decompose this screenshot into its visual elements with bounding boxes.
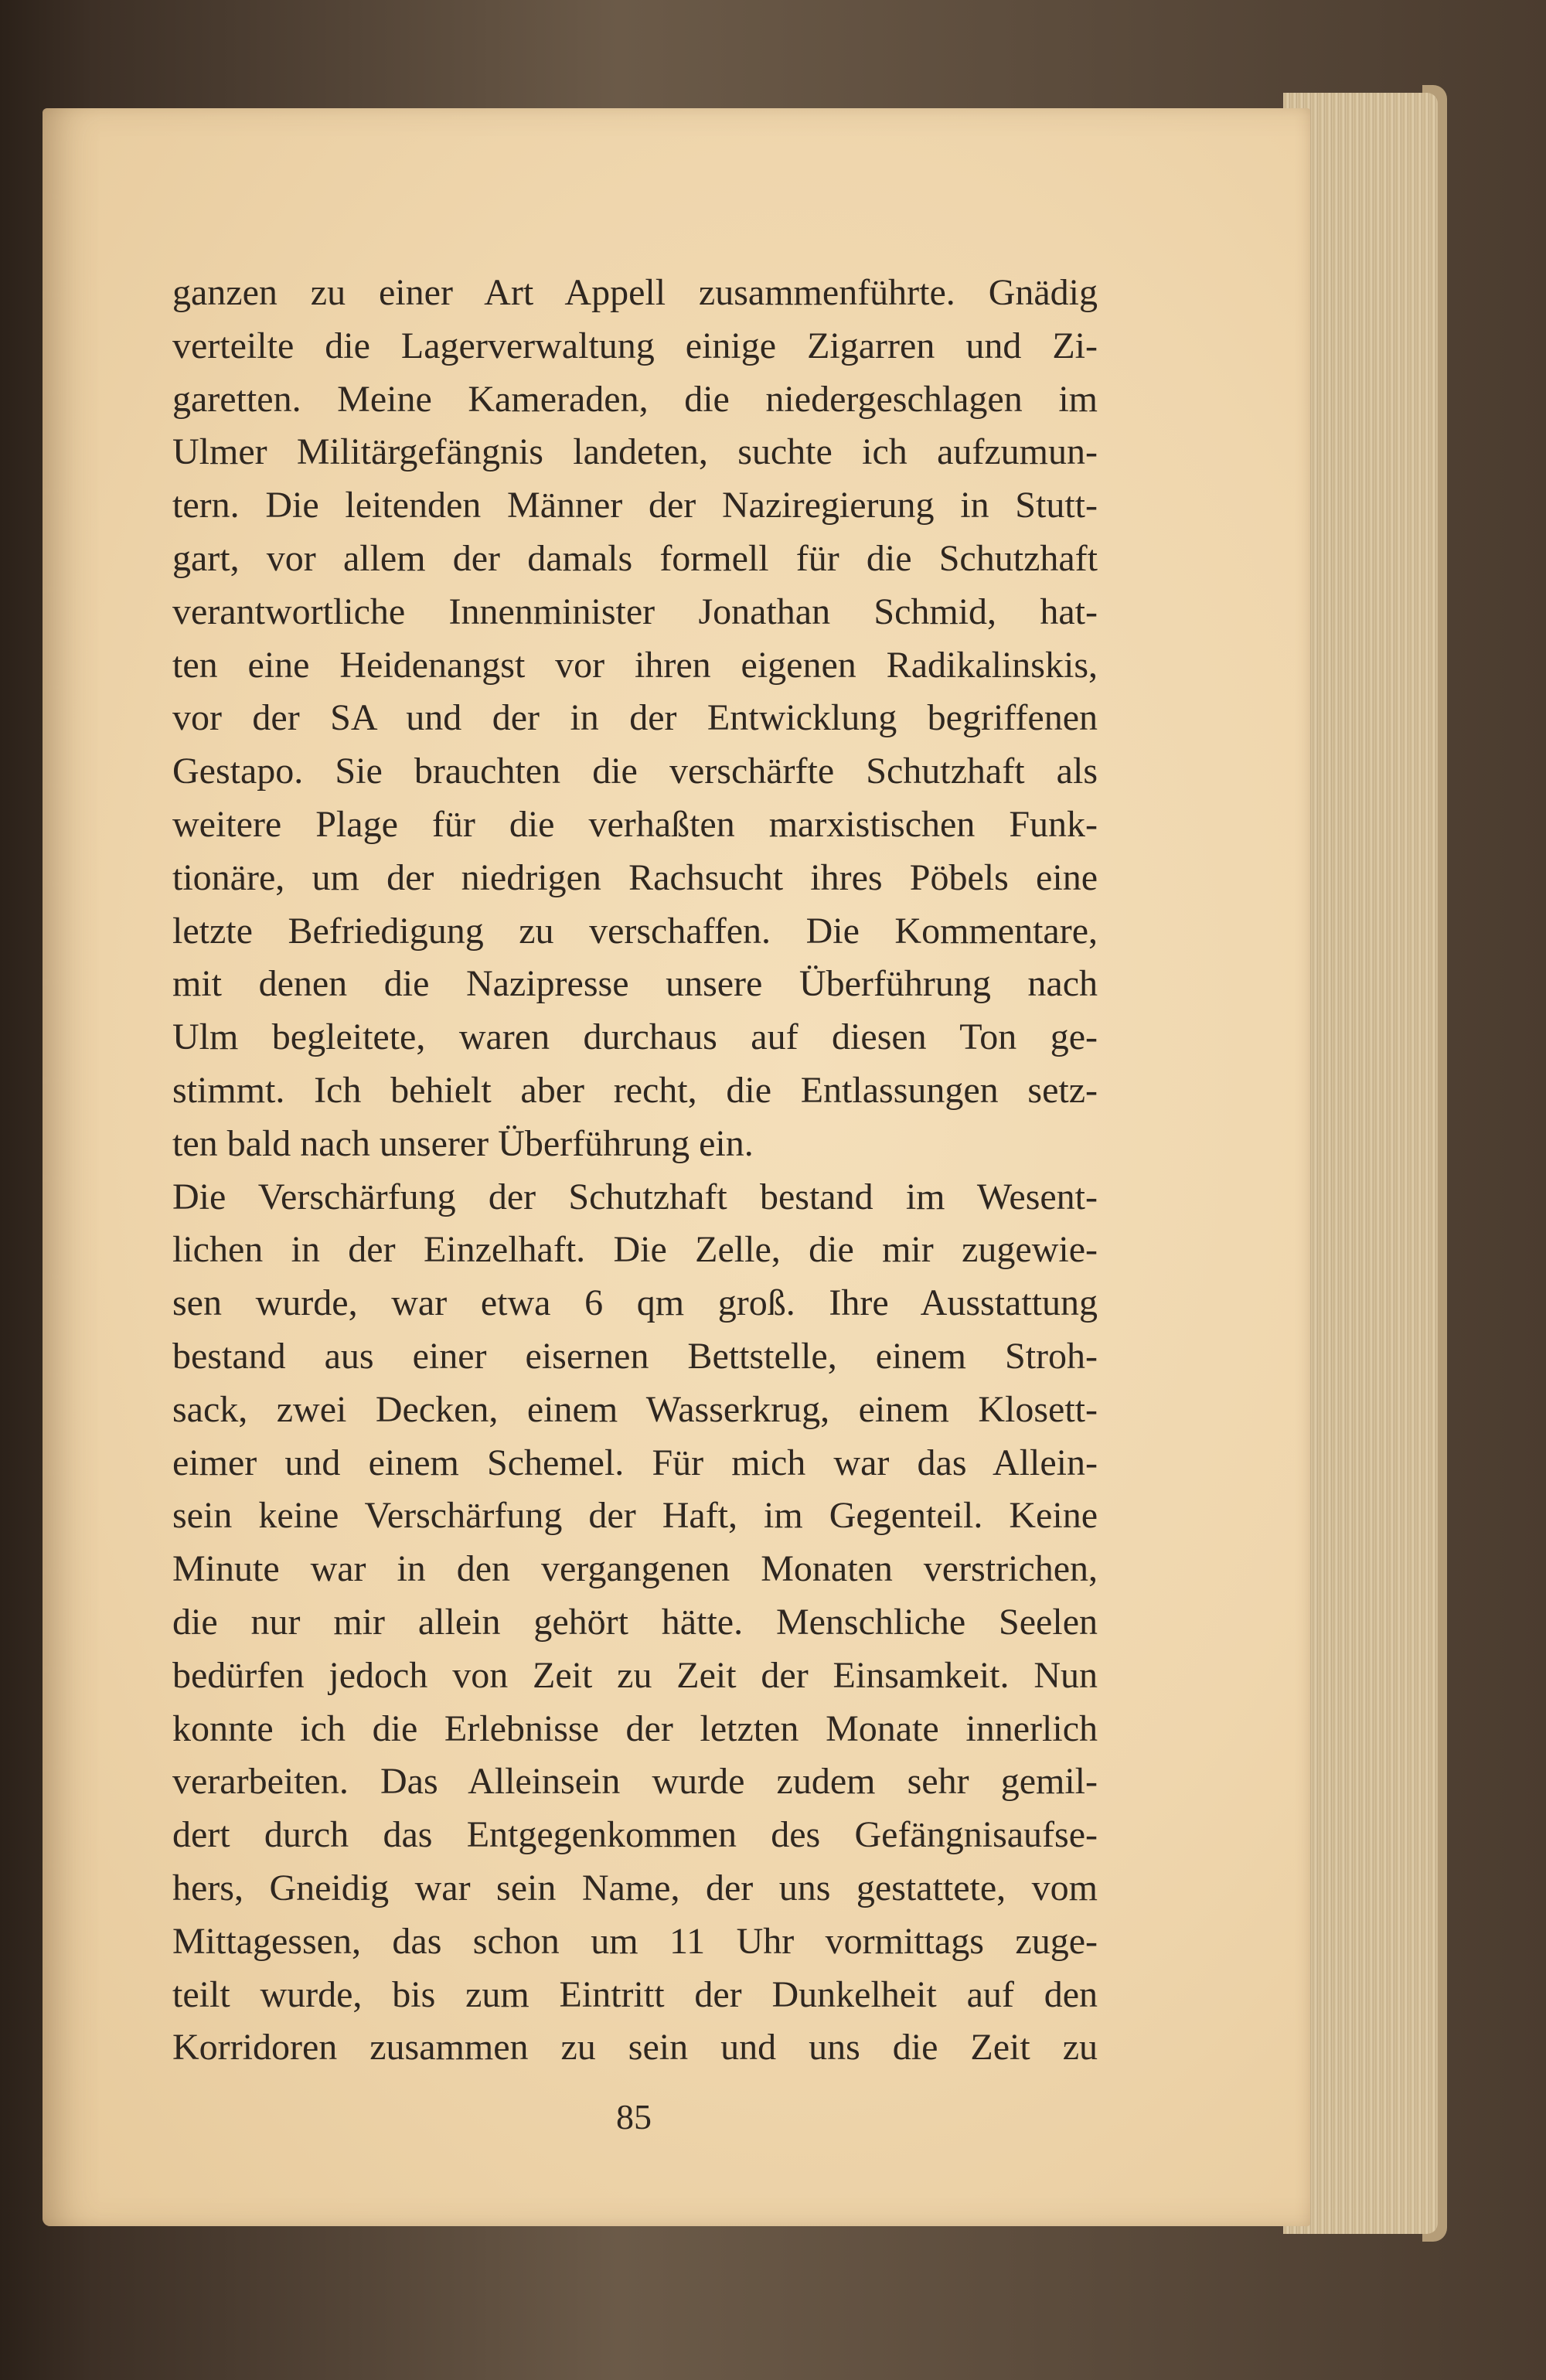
text-line: dert durch das Entgegenkommen des Gefängnisaufse- bbox=[172, 1814, 1098, 1856]
text-line: vor der SA und der in der Entwicklung begriffenen bbox=[172, 697, 1098, 739]
text-line: Mittagessen, das schon um 11 Uhr vormittags zuge- bbox=[172, 1920, 1098, 1962]
text-line: Ulmer Militärgefängnis landeten, suchte ich aufzumun- bbox=[172, 431, 1098, 473]
text-line: tionäre, um der niedrigen Rachsucht ihres Pöbels eine bbox=[172, 856, 1098, 898]
text-line: garetten. Meine Kameraden, die niedergeschlagen im bbox=[172, 378, 1098, 420]
text-line: verarbeiten. Das Alleinsein wurde zudem sehr gemil- bbox=[172, 1761, 1098, 1803]
text-line: konnte ich die Erlebnisse der letzten Monate innerlich bbox=[172, 1708, 1098, 1749]
text-line: ganzen zu einer Art Appell zusammenführte. Gnädig bbox=[172, 272, 1098, 313]
text-line: Gestapo. Sie brauchten die verschärfte Schutzhaft als bbox=[172, 751, 1098, 792]
text-line: stimmt. Ich behielt aber recht, die Entlassungen setz- bbox=[172, 1069, 1098, 1111]
text-line: sack, zwei Decken, einem Wasserkrug, einem Klosett- bbox=[172, 1388, 1098, 1430]
text-line: sen wurde, war etwa 6 qm groß. Ihre Ausstattung bbox=[172, 1282, 1098, 1324]
body-text bbox=[172, 267, 1098, 2075]
text-line: ten eine Heidenangst vor ihren eigenen Radikalinskis, bbox=[172, 644, 1098, 686]
text-line: Korridoren zusammen zu sein und uns die Zeit zu bbox=[172, 2027, 1098, 2068]
text-line: verteilte die Lagerverwaltung einige Zigarren und Zi- bbox=[172, 325, 1098, 366]
text-line: lichen in der Einzelhaft. Die Zelle, die mir zugewie- bbox=[172, 1229, 1098, 1271]
text-line: eimer und einem Schemel. Für mich war das Allein- bbox=[172, 1442, 1098, 1483]
text-line: bestand aus einer eisernen Bettstelle, einem Stroh- bbox=[172, 1335, 1098, 1377]
text-line: die nur mir allein gehört hätte. Menschliche Seelen bbox=[172, 1601, 1098, 1643]
text-line: sein keine Verschärfung der Haft, im Gegenteil. Keine bbox=[172, 1495, 1098, 1537]
text-line: gart, vor allem der damals formell für die Schutzhaft bbox=[172, 537, 1098, 579]
text-line: hers, Gneidig war sein Name, der uns gestattete, vom bbox=[172, 1867, 1098, 1908]
text-line: weitere Plage für die verhaßten marxistischen Funk- bbox=[172, 803, 1098, 845]
text-line: tern. Die leitenden Männer der Naziregierung in Stutt- bbox=[172, 485, 1098, 526]
text-line: ten bald nach unserer Überführung ein. bbox=[172, 1122, 754, 1164]
text-line: letzte Befriedigung zu verschaffen. Die Kommentare, bbox=[172, 910, 1098, 952]
text-line: Die Verschärfung der Schutzhaft bestand im Wesent- bbox=[172, 1176, 1098, 1217]
text-line: mit denen die Nazipresse unsere Überführung nach bbox=[172, 963, 1098, 1005]
text-line: verantwortliche Innenminister Jonathan Schmid, hat- bbox=[172, 591, 1098, 632]
text-line: Minute war in den vergangenen Monaten verstrichen, bbox=[172, 1548, 1098, 1590]
page-number: 85 bbox=[616, 2097, 652, 2137]
text-line: Ulm begleitete, waren durchaus auf diesen Ton ge- bbox=[172, 1016, 1098, 1058]
text-line: bedürfen jedoch von Zeit zu Zeit der Einsamkeit. Nun bbox=[172, 1654, 1098, 1696]
text-line: teilt wurde, bis zum Eintritt der Dunkelheit auf den bbox=[172, 1973, 1098, 2015]
